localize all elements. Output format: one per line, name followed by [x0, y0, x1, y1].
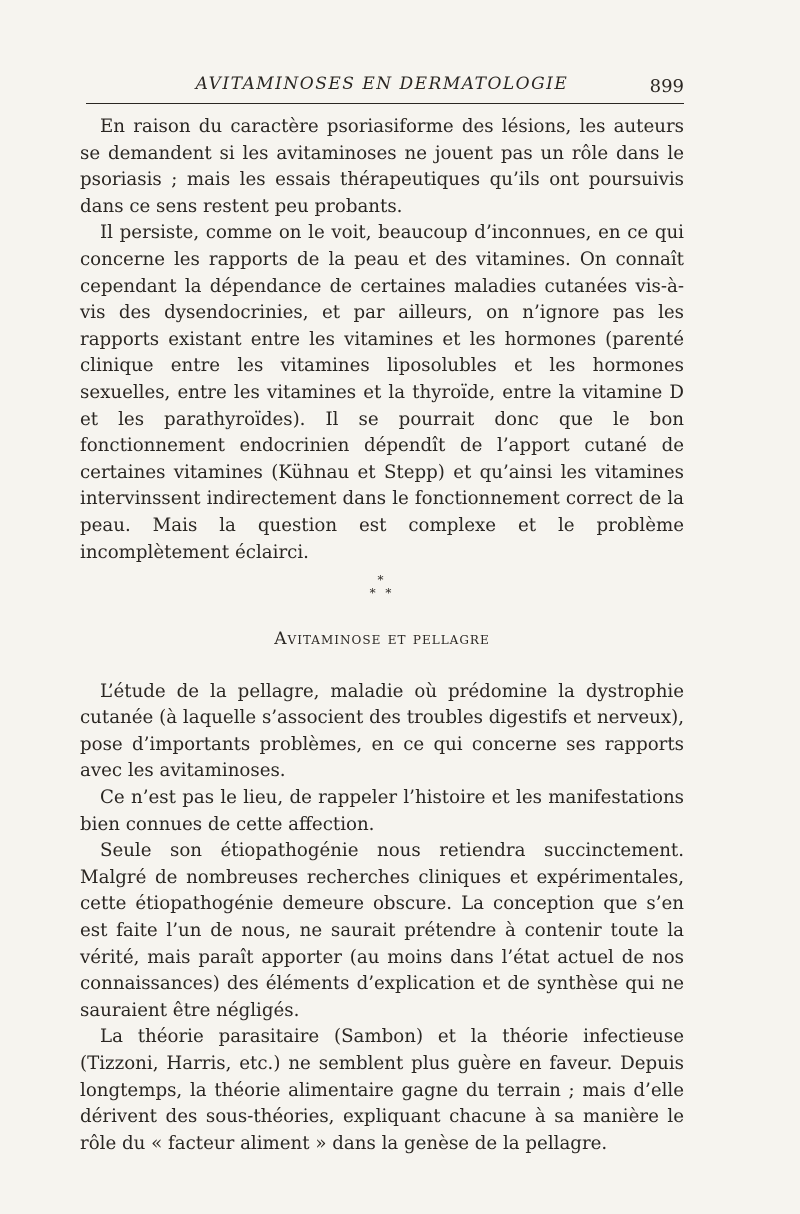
paragraph: Seule son étiopathogénie nous retiendra succinctement. Malgré de nombreuses recherches cliniques et expérimentales, cette étiopathogénie demeure obscure. La conception que s’en est faite l’un de nous, ne saurait prétendre à contenir toute la vérité, mais paraît apporter (au moins dans l’état actuel de nos connaissances) des éléments d’explication et de synthèse qui ne sauraient être négligés.	[80, 840, 684, 1021]
asterism-bottom: * *	[369, 586, 395, 601]
asterism	[80, 574, 684, 600]
paragraph: L’étude de la pellagre, maladie où prédomine la dystrophie cutanée (à laquelle s’associent des troubles digestifs et nerveux), pose d’importants problèmes, en ce qui concerne ses rapports avec les avitaminoses.	[80, 680, 684, 782]
paragraph: Il persiste, comme on le voit, beaucoup d’inconnues, en ce qui concerne les rapports de la peau et des vitamines. On connaît cependant la dépendance de certaines maladies cutanées vis-à-vis des dysendocrinies, et par ailleurs, on n’ignore pas les rapports existant entre les vitamines et les hormones (parenté clinique entre les vitamines liposolubles et les hormones sexuelles, entre les vitamines et la thyroïde, entre la vitamine D et les parathyroïdes). Il se pourrait donc que le bon fonctionnement endocrinien dépendît de l’apport cutané de certaines vitamines (Kühnau et Stepp) et qu’ainsi les vitamines intervinssent indirectement dans le fonctionnement correct de la peau. Mais la question est complexe et le problème incomplètement éclairci.	[80, 222, 684, 563]
body-text	[80, 114, 684, 1157]
paragraph: La théorie parasitaire (Sambon) et la théorie infectieuse (Tizzoni, Harris, etc.) ne semblent plus guère en faveur. Depuis longtemps, la théorie alimentaire gagne du terrain ; mais d’elle dérivent des sous-théories, expliquant chacune à sa manière le rôle du « facteur aliment » dans la genèse de la pellagre.	[80, 1026, 684, 1154]
paragraph: Ce n’est pas le lieu, de rappeler l’histoire et les manifestations bien connues de cette affection.	[80, 787, 684, 835]
page-number: 899	[649, 76, 684, 97]
section-heading: Avitaminose et pellagre	[274, 629, 490, 650]
paragraph: En raison du caractère psoriasiforme des lésions, les auteurs se demandent si les avitaminoses ne jouent pas un rôle dans le psoriasis ; mais les essais thérapeutiques qu’ils ont poursuivis dans ce sens restent peu probants.	[80, 116, 684, 217]
running-title: AVITAMINOSES EN DERMATOLOGIE	[195, 74, 569, 94]
running-header	[82, 74, 682, 104]
header-rule	[86, 103, 684, 104]
asterism-top: *	[377, 573, 387, 588]
